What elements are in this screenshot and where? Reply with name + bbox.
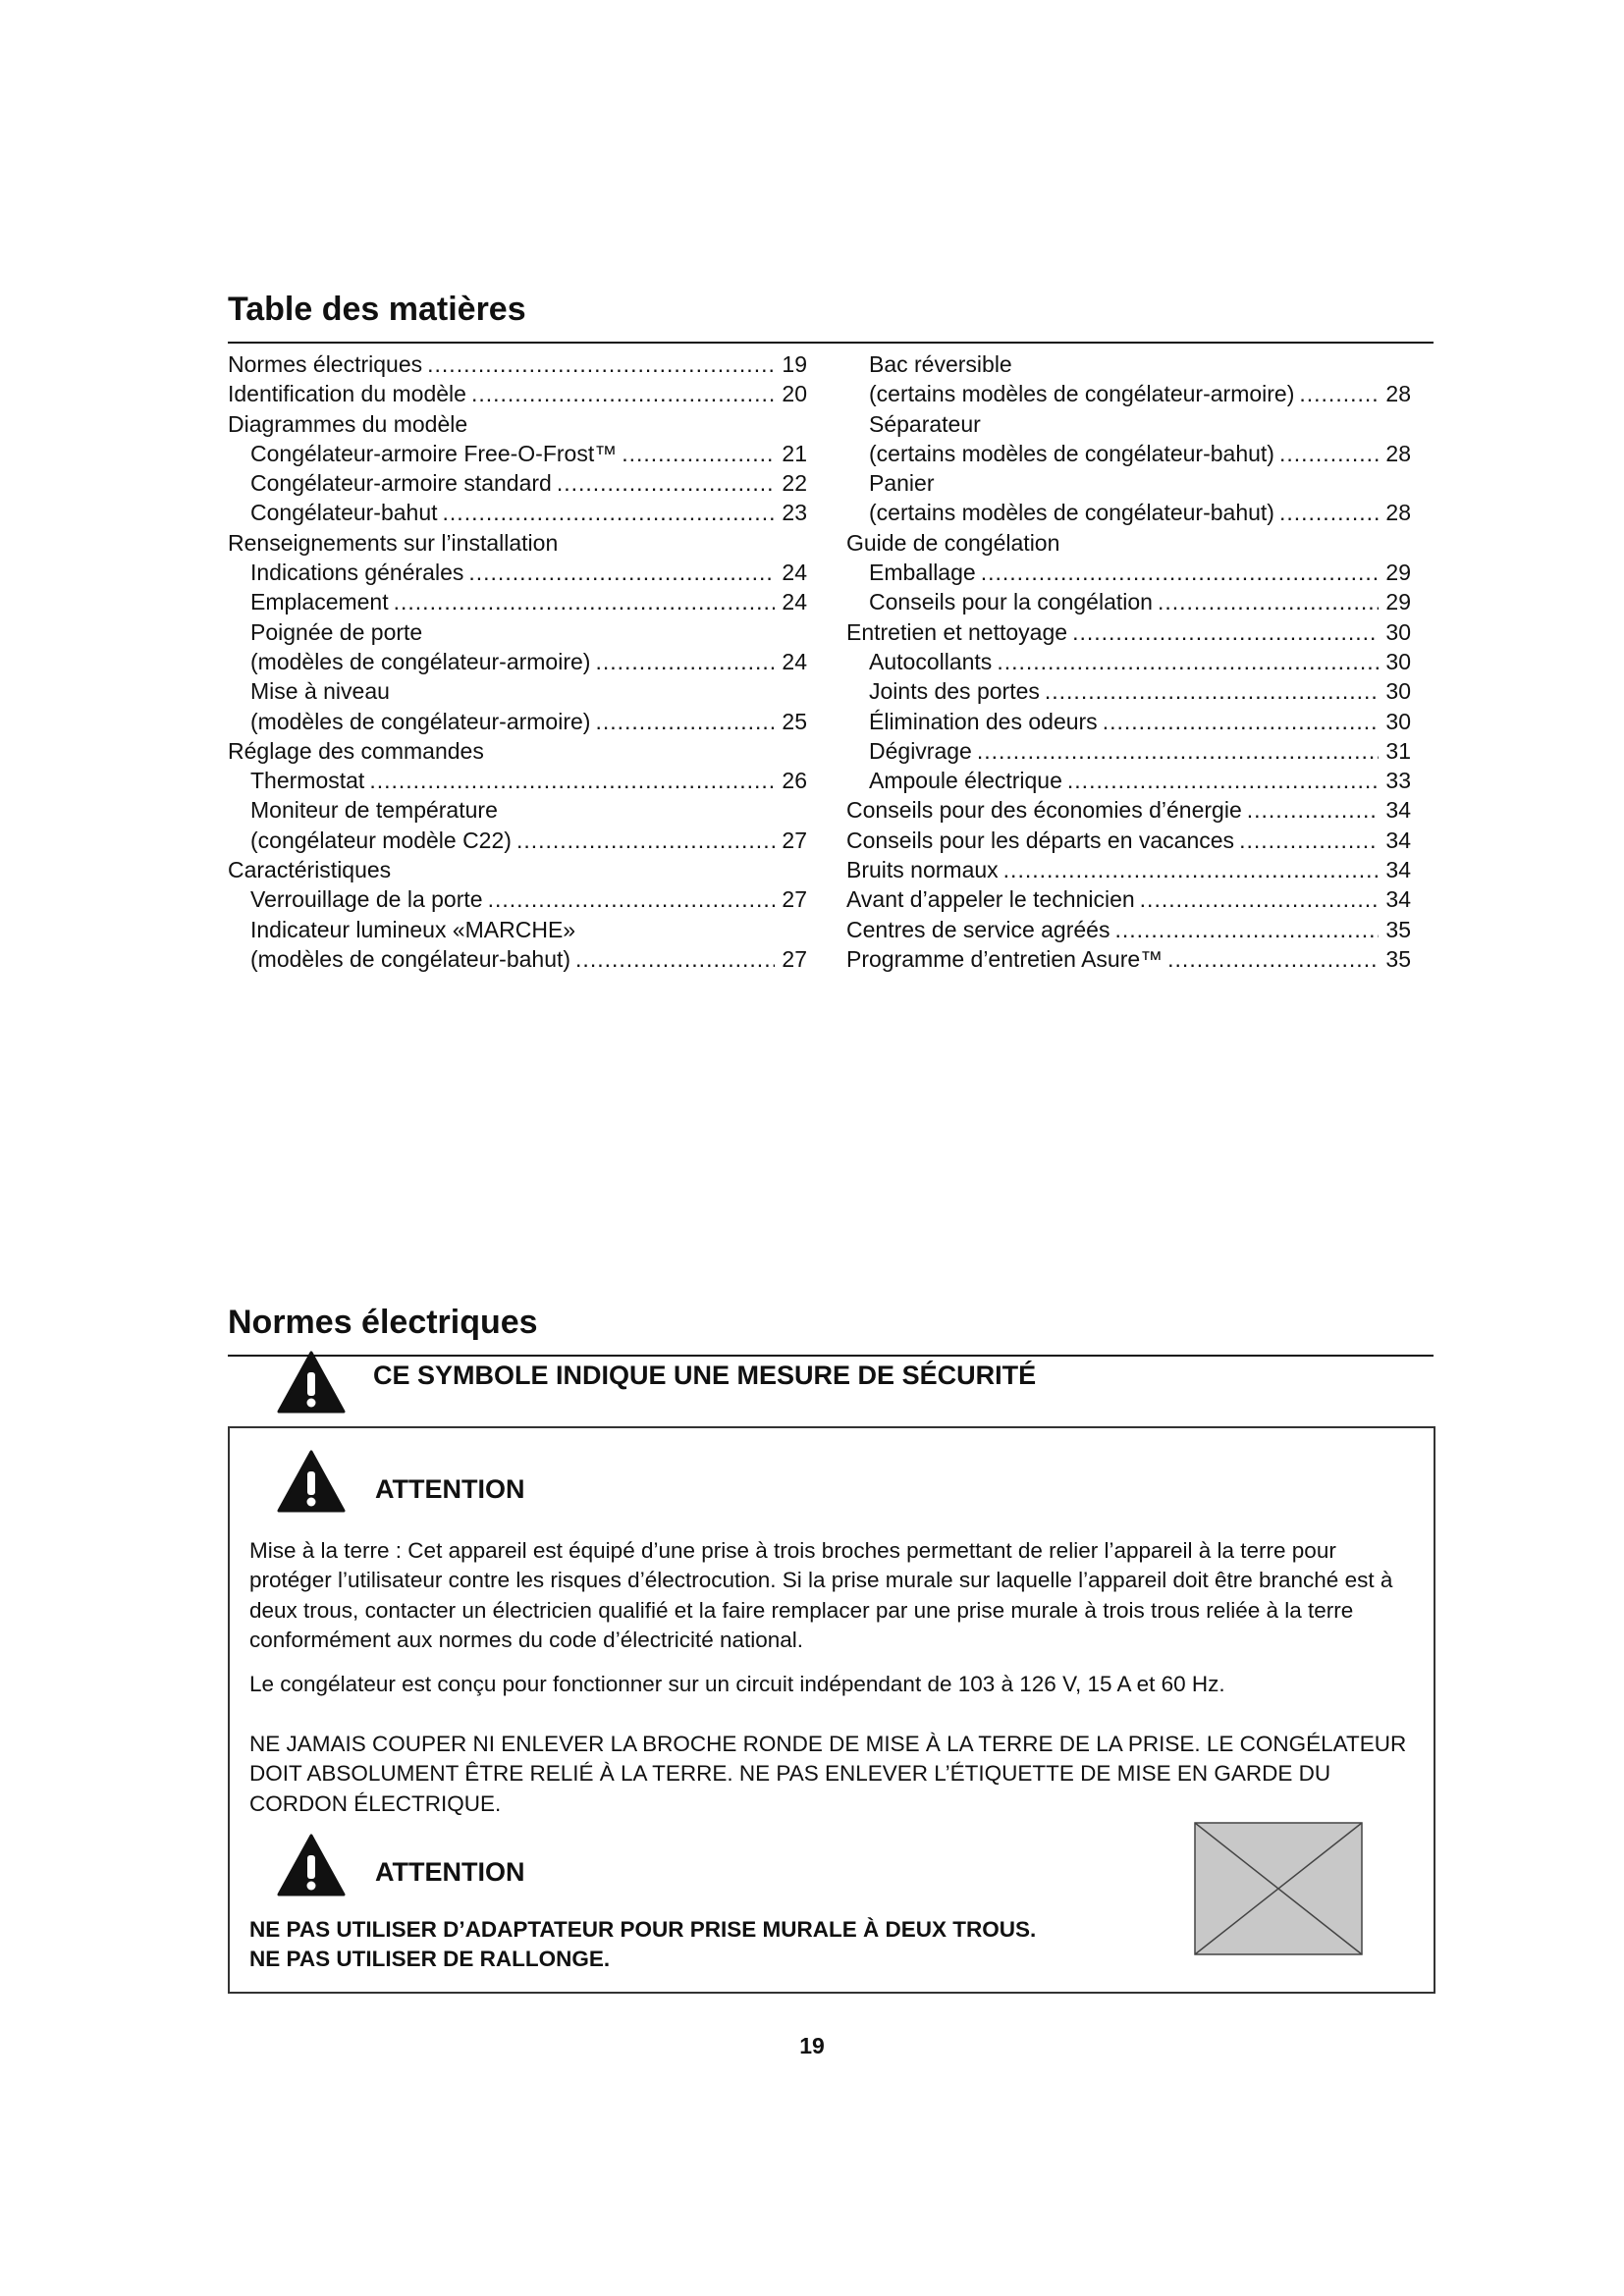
attention-label-1: ATTENTION — [375, 1474, 525, 1504]
toc-leader-dots — [595, 647, 775, 676]
toc-leader-dots — [981, 558, 1379, 587]
toc-entry — [228, 736, 807, 766]
attention-label-2: ATTENTION — [375, 1857, 525, 1887]
toc-leader-dots — [1114, 915, 1379, 944]
toc-entry-label: Moniteur de température — [250, 797, 498, 824]
toc-entry — [846, 707, 1411, 736]
toc-entry-label: Congélateur-bahut — [250, 500, 438, 526]
circuit-paragraph: Le congélateur est conçu pour fonctionner sur un circuit indépendant de 103 à 126 V, 15 A et 60 Hz. — [249, 1672, 1225, 1696]
toc-entry-page: 34 — [1385, 797, 1411, 824]
toc-leader-dots — [516, 826, 775, 855]
toc-entry-label: Verrouillage de la porte — [250, 886, 483, 913]
toc-entry — [846, 736, 1411, 766]
toc-leader-dots — [471, 379, 775, 408]
toc-entry-label: Emballage — [869, 560, 976, 586]
toc-entry-label: Bruits normaux — [846, 857, 999, 883]
toc-entry — [846, 349, 1411, 379]
toc-entry — [846, 528, 1411, 558]
toc-entry-page: 27 — [782, 886, 807, 913]
toc-entry — [846, 884, 1411, 914]
toc-entry-label: Joints des portes — [869, 678, 1040, 705]
toc-entry — [846, 558, 1411, 587]
toc-entry-label: Congélateur-armoire Free-O-Frost™ — [250, 440, 618, 466]
toc-leader-dots — [468, 558, 775, 587]
toc-entry-label: Dégivrage — [869, 737, 972, 764]
toc-entry — [846, 587, 1411, 616]
toc-entry-label: Caractéristiques — [228, 857, 392, 883]
toc-entry-label: Bac réversible — [869, 351, 1012, 377]
toc-entry-page: 30 — [1385, 708, 1411, 734]
toc-entry — [228, 528, 807, 558]
toc-entry-label: Mise à niveau — [250, 678, 390, 705]
toc-leader-dots — [1103, 707, 1379, 736]
toc-entry-label: Diagrammes du modèle — [228, 410, 468, 437]
toc-entry-page: 35 — [1385, 916, 1411, 942]
toc-entry-page: 30 — [1385, 648, 1411, 674]
toc-entry — [846, 676, 1411, 706]
toc-entry — [846, 944, 1411, 974]
toc-entry-label: Normes électriques — [228, 351, 423, 377]
toc-leader-dots — [1247, 795, 1379, 825]
toc-entry-label: Thermostat — [250, 768, 365, 794]
toc-leader-dots — [575, 944, 775, 974]
toc-leader-dots — [369, 766, 775, 795]
toc-leader-dots — [1067, 766, 1379, 795]
toc-entry-label: Ampoule électrique — [869, 768, 1062, 794]
toc-entry — [846, 439, 1411, 468]
extension-warning: NE PAS UTILISER DE RALLONGE. — [249, 1947, 611, 1971]
toc-entry-page: 21 — [782, 440, 807, 466]
toc-entry-label: Réglage des commandes — [228, 737, 484, 764]
toc-entry — [846, 379, 1411, 408]
toc-entry-page: 24 — [782, 560, 807, 586]
toc-entry — [846, 498, 1411, 527]
toc-leader-dots — [1072, 617, 1379, 647]
toc-entry-page: 28 — [1385, 500, 1411, 526]
toc-entry-label: Identification du modèle — [228, 381, 466, 407]
toc-entry-page: 19 — [782, 351, 807, 377]
toc-entry-page: 26 — [782, 768, 807, 794]
grounding-caution-paragraph: NE JAMAIS COUPER NI ENLEVER LA BROCHE RONDE DE MISE À LA TERRE DE LA PRISE. LE CONGÉLATEUR DOIT ABSOLUMENT ÊTRE RELIÉ À LA TERRE. NE PAS ENLEVER L’ÉTIQUETTE DE MISE EN GARDE DU CORDON ÉLECTRIQUE. — [249, 1732, 1407, 1816]
adapter-warning: NE PAS UTILISER D’ADAPTATEUR POUR PRISE MURALE À DEUX TROUS. — [249, 1917, 1037, 1942]
toc-entry — [228, 349, 807, 379]
toc-entry-label: Élimination des odeurs — [869, 708, 1098, 734]
safety-symbol-text: CE SYMBOLE INDIQUE UNE MESURE DE SÉCURITÉ — [373, 1361, 1037, 1390]
toc-entry-page: 31 — [1385, 737, 1411, 764]
toc-leader-dots — [488, 884, 775, 914]
toc-entry-page: 28 — [1385, 381, 1411, 407]
toc-entry — [228, 409, 807, 439]
toc-entry-label: Indications générales — [250, 560, 464, 586]
toc-entry-label: Programme d’entretien Asure™ — [846, 945, 1164, 972]
toc-entry — [228, 676, 807, 706]
toc-entry-label: Emplacement — [250, 589, 389, 615]
toc-entry-label: Renseignements sur l’installation — [228, 529, 559, 556]
toc-entry — [228, 617, 807, 647]
warning-triangle-icon — [277, 1450, 346, 1513]
toc-entry — [228, 468, 807, 498]
toc-entry-page: 23 — [782, 500, 807, 526]
toc-entry — [846, 468, 1411, 498]
section-rule — [228, 1355, 1434, 1357]
toc-entry-label: Entretien et nettoyage — [846, 618, 1068, 645]
toc-entry — [846, 409, 1411, 439]
toc-entry — [228, 766, 807, 795]
toc-entry-page: 20 — [782, 381, 807, 407]
toc-leader-dots — [1167, 944, 1379, 974]
toc-leader-dots — [997, 647, 1379, 676]
toc-title: Table des matières — [228, 291, 526, 328]
toc-entry — [846, 647, 1411, 676]
toc-entry — [228, 915, 807, 944]
toc-leader-dots — [443, 498, 775, 527]
page-number: 19 — [799, 2033, 825, 2058]
toc-left-column — [228, 349, 807, 974]
toc-leader-dots — [622, 439, 775, 468]
toc-entry-label: Conseils pour les départs en vacances — [846, 827, 1235, 853]
toc-entry — [846, 766, 1411, 795]
toc-entry-label: (modèles de congélateur-armoire) — [250, 648, 591, 674]
toc-leader-dots — [427, 349, 775, 379]
toc-leader-dots — [1003, 855, 1379, 884]
toc-entry-page: 35 — [1385, 945, 1411, 972]
toc-entry-page: 25 — [782, 708, 807, 734]
toc-entry — [846, 795, 1411, 825]
toc-leader-dots — [1279, 498, 1379, 527]
toc-entry — [228, 587, 807, 616]
toc-entry — [228, 439, 807, 468]
section-title: Normes électriques — [228, 1304, 538, 1341]
toc-entry-page: 27 — [782, 945, 807, 972]
toc-entry — [228, 795, 807, 825]
toc-entry-label: (congélateur modèle C22) — [250, 827, 512, 853]
toc-entry-label: Conseils pour la congélation — [869, 589, 1153, 615]
toc-entry — [846, 826, 1411, 855]
toc-leader-dots — [595, 707, 775, 736]
toc-entry-label: Avant d’appeler le technicien — [846, 886, 1135, 913]
toc-leader-dots — [1140, 884, 1379, 914]
toc-entry-label: Guide de congélation — [846, 529, 1060, 556]
toc-entry-label: Congélateur-armoire standard — [250, 470, 552, 497]
toc-entry-label: (certains modèles de congélateur-bahut) — [869, 440, 1274, 466]
toc-entry-page: 22 — [782, 470, 807, 497]
toc-leader-dots — [977, 736, 1379, 766]
toc-entry-page: 30 — [1385, 678, 1411, 705]
toc-entry-page: 24 — [782, 589, 807, 615]
toc-entry — [228, 707, 807, 736]
toc-entry-page: 29 — [1385, 589, 1411, 615]
toc-leader-dots — [557, 468, 775, 498]
toc-entry — [228, 944, 807, 974]
toc-entry-label: Séparateur — [869, 410, 981, 437]
toc-leader-dots — [1045, 676, 1379, 706]
toc-entry-page: 34 — [1385, 886, 1411, 913]
toc-entry — [228, 826, 807, 855]
toc-entry-label: Autocollants — [869, 648, 993, 674]
toc-entry-page: 24 — [782, 648, 807, 674]
toc-entry — [228, 558, 807, 587]
toc-leader-dots — [1279, 439, 1379, 468]
warning-triangle-icon — [277, 1834, 346, 1896]
warning-triangle-icon — [277, 1351, 346, 1414]
toc-entry-page: 29 — [1385, 560, 1411, 586]
toc-entry — [846, 617, 1411, 647]
toc-right-column — [846, 349, 1411, 974]
toc-entry — [846, 915, 1411, 944]
toc-leader-dots — [1158, 587, 1379, 616]
toc-entry-page: 27 — [782, 827, 807, 853]
toc-entry — [846, 855, 1411, 884]
toc-entry-page: 34 — [1385, 827, 1411, 853]
toc-entry — [228, 884, 807, 914]
toc-entry-page: 33 — [1385, 768, 1411, 794]
toc-leader-dots — [1239, 826, 1379, 855]
image-placeholder-icon — [1194, 1822, 1363, 1955]
toc-entry-page: 34 — [1385, 857, 1411, 883]
grounding-paragraph: Mise à la terre : Cet appareil est équipé d’une prise à trois broches permettant de relier l’appareil à la terre pour protéger l’utilisateur contre les risques d’électrocution. Si la prise murale sur laquelle l’appareil doit être branché est à deux trous, contacter un électricien qualifié et la faire remplacer par une prise murale à trois trous reliée à la terre conformément aux normes du code d’électricité national. — [249, 1538, 1393, 1652]
toc-leader-dots — [1299, 379, 1379, 408]
toc-entry-page: 30 — [1385, 618, 1411, 645]
toc-entry — [228, 498, 807, 527]
toc-entry-label: (modèles de congélateur-bahut) — [250, 945, 571, 972]
toc-entry-label: (certains modèles de congélateur-armoire) — [869, 381, 1295, 407]
toc-entry-label: Poignée de porte — [250, 618, 423, 645]
toc-entry — [228, 647, 807, 676]
toc-rule — [228, 342, 1434, 344]
toc-entry-label: Conseils pour des économies d’énergie — [846, 797, 1242, 824]
toc-entry-label: (modèles de congélateur-armoire) — [250, 708, 591, 734]
toc-entry-label: (certains modèles de congélateur-bahut) — [869, 500, 1274, 526]
toc-entry — [228, 379, 807, 408]
toc-leader-dots — [394, 587, 775, 616]
toc-entry — [228, 855, 807, 884]
toc-entry-page: 28 — [1385, 440, 1411, 466]
toc-entry-label: Centres de service agréés — [846, 916, 1110, 942]
toc-entry-label: Panier — [869, 470, 935, 497]
toc-entry-label: Indicateur lumineux «MARCHE» — [250, 916, 576, 942]
